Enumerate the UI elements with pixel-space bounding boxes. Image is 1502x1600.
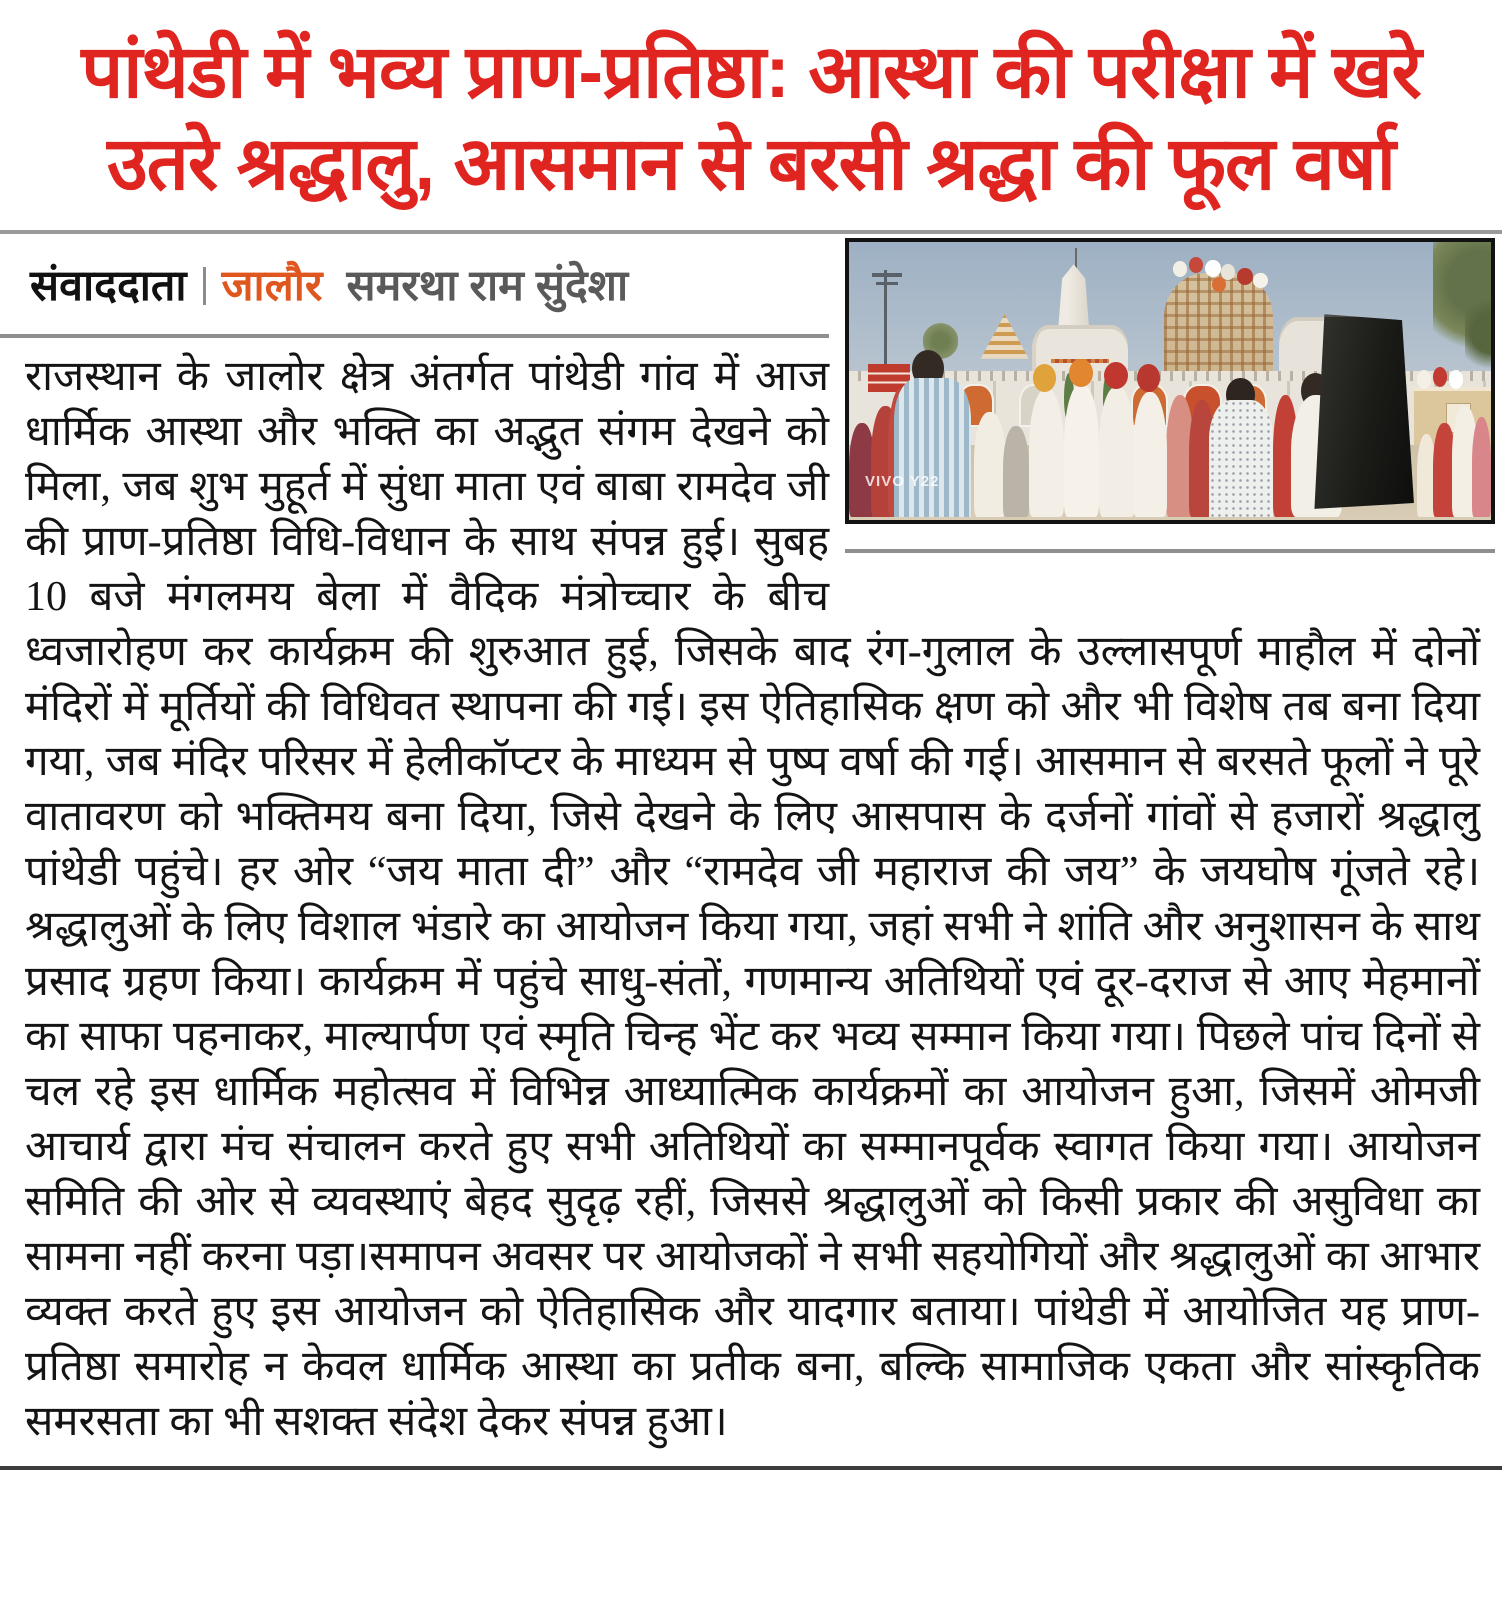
person-on-roof [1433,367,1447,386]
crowd-figure-white-robe [1029,389,1064,517]
headline-line-2: उतरे श्रद्धालु, आसमान से बरसी श्रद्धा की फूल वर्षा [107,122,1395,205]
byline [0,234,829,338]
worker-on-scaffold [1237,268,1252,285]
crowd-figure-plaid-shirt [894,378,971,517]
worker-on-scaffold [1212,277,1226,292]
article-photo-block [845,238,1495,553]
turban-yellow [1033,364,1056,392]
light-pole-crossarm [876,282,898,285]
tree-right [1465,292,1495,375]
crowd-figure [974,412,1006,518]
article-body: राजस्थान के जालोर क्षेत्र अंतर्गत पांथेडी गांव में आज धार्मिक आस्था और भक्ति का अद्भुत संगम देखने को मिला, जब शुभ मुहूर्त में सुंधा माता एवं बाबा रामदेव जी की प्राण-प्रतिष्ठा विधि-विधान के साथ संपन्न हुई। सुबह 10 बजे मंगलमय बेला में वैदिक मंत्रोच्चार के बीच ध्वजारोहण कर कार्यक्रम की शुरुआत हुई, जिसके बाद रंग-गुलाल के उल्लासपूर्ण माहौल में दोनों मंदिरों में मूर्तियों की विधिवत स्थापना की गई। इस ऐतिहासिक क्षण को और भी विशेष तब बना दिया गया, जब मंदिर परिसर में हेलीकॉप्टर के माध्यम से पुष्प वर्षा की गई। आसमान से बरसते फूलों ने पूरे वातावरण को भक्तिमय बना दिया, जिसे देखने के लिए आसपास के दर्जनों गांवों से हजारों श्रद्धालु पांथेडी पहुंचे। हर ओर “जय माता दी” और “रामदेव जी महाराज की जय” के जयघोष गूंजते रहे। श्रद्धालुओं के लिए विशाल भंडारे का आयोजन किया गया, जहां सभी ने शांति और अनुशासन के साथ प्रसाद ग्रहण किया। कार्यक्रम में पहुंचे साधु-संतों, गणमान्य अतिथियों एवं दूर-दराज से आए मेहमानों का साफा पहनाकर, माल्यार्पण एवं स्मृति चिन्ह भेंट कर भव्य सम्मान किया गया। पिछले पांच दिनों से चल रहे इस धार्मिक महोत्सव में विभिन्न आध्यात्मिक कार्यक्रमों का आयोजन हुआ, जिसमें ओमजी आचार्य द्वारा मंच संचालन करते हुए सभी अतिथियों का सम्मानपूर्वक स्वागत किया गया। आयोजन समिति की ओर से व्यवस्थाएं बेहद सुदृढ़ रहीं, जिससे श्रद्धालुओं को किसी प्रकार की असुविधा का सामना नहीं करना पड़ा।समापन अवसर पर आयोजकों ने सभी सहयोगियों और श्रद्धालुओं का आभार व्यक्त करते हुए इस आयोजन को ऐतिहासिक और यादगार बताया। पांथेडी में आयोजित यह प्राण-प्रतिष्ठा समारोह न केवल धार्मिक आस्था का प्रतीक बना, बल्कि सामाजिक एकता और सांस्कृतिक समरसता का भी सशक्त संदेश देकर संपन्न हुआ। [25,354,1480,1445]
divider-rule-under-photo [845,549,1495,553]
worker-on-scaffold [1205,260,1220,277]
turban-orange [1069,359,1093,387]
stepped-tower [981,314,1029,358]
crowd-figure-white-robe [1133,392,1167,517]
headline-line-1: पांथेडी में भव्य प्राण-प्रतिष्ठा: आस्था की परीक्षा में खरे [81,30,1421,113]
byline-role: संवाददाता [30,262,187,310]
speaker-box [1314,314,1414,509]
worker-on-scaffold [1189,257,1203,272]
divider-rule-bottom [0,1466,1502,1470]
crowd-figure [1472,417,1491,517]
photo-watermark: VIVO Y22 [865,472,940,490]
crowd-figure-white-robe [1064,384,1099,517]
crowd-figure-white-robe [1099,387,1134,518]
crowd-figure-floral-shirt [1209,400,1273,517]
byline-location: जालौर [221,262,323,310]
crowd-figure [1003,426,1029,518]
byline-reporter: समरथा राम सुंदेशा [346,262,629,310]
byline-separator [203,267,206,305]
headline [0,0,1502,210]
temple-ceremony-photo [845,238,1495,524]
worker-on-scaffold [1221,264,1235,279]
worker-on-scaffold [1173,261,1187,276]
light-pole-crossarm [872,273,902,277]
worker-on-scaffold [1253,273,1267,288]
